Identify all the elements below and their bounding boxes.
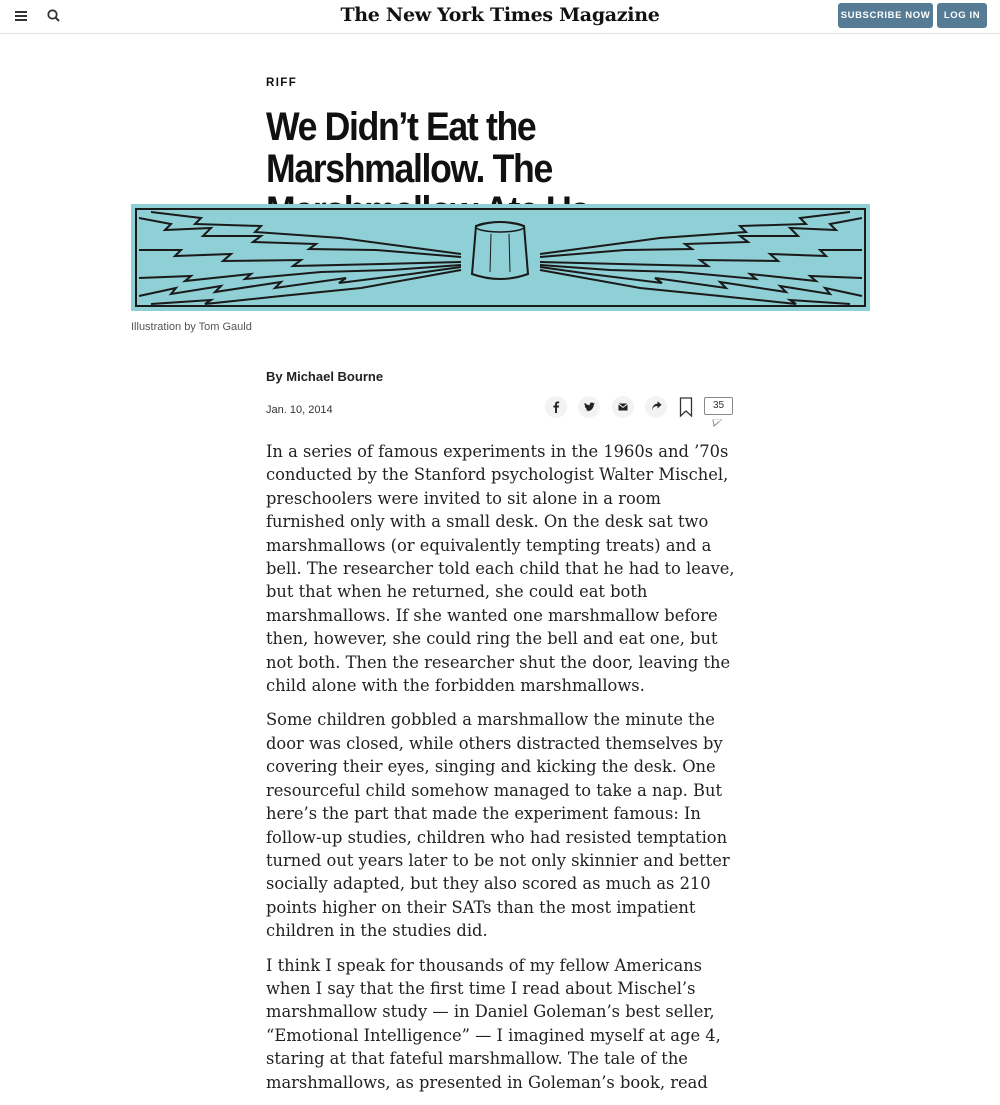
hamburger-menu-icon[interactable] bbox=[12, 8, 30, 24]
masthead-logo[interactable]: The New York Times Magazine bbox=[340, 4, 660, 26]
illustration-caption: Illustration by Tom Gauld bbox=[131, 321, 252, 333]
publish-date: Jan. 10, 2014 bbox=[266, 404, 333, 416]
article-illustration bbox=[131, 204, 870, 311]
byline-prefix: By bbox=[266, 369, 283, 384]
comment-bubble-tail bbox=[713, 414, 721, 421]
twitter-icon[interactable] bbox=[578, 396, 600, 418]
paragraph: I think I speak for thousands of my fellow Americans when I say that the first time I read about Mischel’s marshmallow study — in Daniel Goleman’s best seller, “Emotional Intelligence” — I imagined myself at age 4, staring at that fateful marshmallow. The tale of the marshmallows, as presented in Goleman’s book, read bbox=[266, 955, 721, 1092]
byline bbox=[266, 369, 383, 384]
email-icon[interactable] bbox=[612, 396, 634, 418]
share-icon[interactable] bbox=[645, 396, 667, 418]
author-link[interactable]: Michael Bourne bbox=[286, 369, 384, 384]
paragraph: Some children gobbled a marshmallow the minute the door was closed, while others distracted themselves by covering their eyes, singing and kicking the desk. One resourceful child somehow managed to take a nap. But here’s the part that made the experiment famous: In follow-up studies, children who had resisted temptation turned out years later to be not only skinnier and better socially adapted, but they also scored as much as 210 points higher on their SATs than the most impatient children in the studies did. bbox=[266, 710, 730, 941]
subscribe-button[interactable]: SUBSCRIBE NOW bbox=[838, 3, 933, 28]
article-body bbox=[266, 440, 736, 1105]
login-button[interactable]: LOG IN bbox=[937, 3, 987, 28]
search-icon[interactable] bbox=[44, 6, 64, 26]
paragraph: In a series of famous experiments in the 1960s and ’70s conducted by the Stanford psychologist Walter Mischel, preschoolers were invited to sit alone in a room furnished only with a small desk. On the desk sat two marshmallows (or equivalently tempting treats) and a bell. The researcher told each child that he had to leave, but that when he returned, she could eat both marshmallows. If she wanted one marshmallow before then, however, she could ring the bell and eat one, but not both. Then the researcher shut the door, leaving the child alone with the forbidden marshmallows. bbox=[266, 442, 735, 696]
bookmark-icon[interactable] bbox=[679, 397, 693, 417]
section-kicker-link[interactable]: RIFF bbox=[266, 77, 298, 89]
facebook-icon[interactable] bbox=[545, 396, 567, 418]
comment-count-button[interactable]: 35 bbox=[704, 397, 733, 415]
top-navigation-bar bbox=[0, 0, 1000, 34]
article-headline: We Didn’t Eat the Marshmallow. The bbox=[266, 105, 552, 191]
